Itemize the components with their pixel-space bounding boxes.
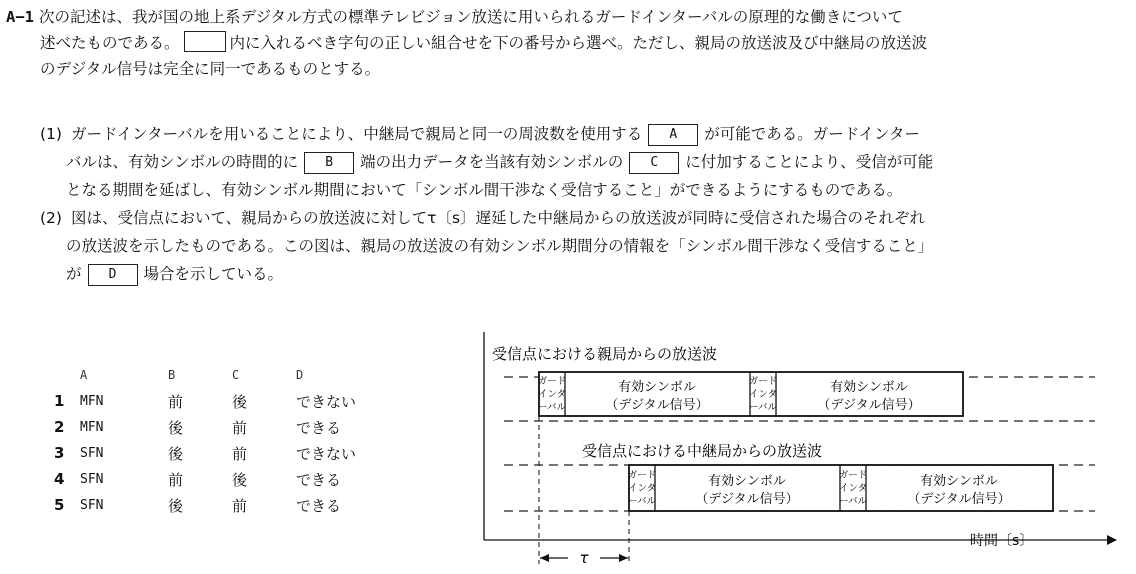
blank-box (184, 31, 226, 52)
box-c: C (629, 152, 679, 174)
effective-symbol-label: 有効シンボル（デジタル信号） (605, 380, 709, 413)
guard-interval-label: ガードインターバル (537, 376, 567, 413)
choices-header-b: B (168, 368, 176, 382)
question-number: A−1 (6, 8, 34, 26)
guard-interval-label: ガードインターバル (838, 470, 868, 507)
choice-d: できない (296, 392, 357, 411)
choice-c: 後 (232, 392, 248, 411)
statement-1-text-4: 端の出力データを当該有効シンボルの (360, 153, 624, 171)
time-axis-arrowhead (1107, 535, 1117, 545)
box-d: D (88, 264, 138, 286)
tau-arrowhead-right (619, 554, 628, 562)
guard-interval-label: ガードインターバル (627, 470, 657, 507)
choice-row[interactable] (54, 492, 416, 518)
choice-b: 後 (168, 496, 184, 515)
choice-row[interactable] (54, 440, 416, 466)
choice-row[interactable] (54, 466, 416, 492)
choices-header-d: D (296, 368, 304, 382)
choice-a: SFN (80, 497, 104, 513)
choice-c: 前 (232, 444, 248, 463)
statement-1-text-3: バルは、有効シンボルの時間的に (66, 153, 299, 171)
statement-2-text-2: の放送波を示したものである。この図は、親局の放送波の有効シンボル期間分の情報を「シンボル間干渉なく受信すること」 (66, 237, 934, 255)
broadcast-timing-figure (480, 330, 1120, 570)
statement-1-text-5: に付加することにより、受信が可能 (685, 153, 934, 171)
choices-header-c: C (232, 368, 240, 382)
choice-c: 前 (232, 496, 248, 515)
effective-symbol-label: 有効シンボル（デジタル信号） (817, 380, 921, 413)
statement-2-text-4: 場合を示している。 (143, 265, 284, 283)
choices-header-a: A (80, 368, 88, 382)
effective-symbol-label: 有効シンボル（デジタル信号） (695, 474, 799, 507)
statement-1-label: (1) (40, 125, 62, 143)
statement-1-text-1: ガードインターバルを用いることにより、中継局で親局と同一の周波数を使用する (70, 125, 643, 143)
question-text (6, 4, 1130, 82)
guard-interval-label: ガードインターバル (748, 376, 778, 413)
statement-2-text-1: 図は、受信点において、親局からの放送波に対してτ〔s〕遅延した中継局からの放送波が同時に受信された場合のそれぞれ (70, 209, 926, 227)
question-intro-line-2b: 内に入れるべき字句の正しい組合せを下の番号から選べ。ただし、親局の放送波及び中継局の放送波 (229, 34, 928, 52)
choice-d: できる (296, 418, 342, 437)
choice-number: 1 (54, 392, 65, 410)
choice-a: SFN (80, 445, 104, 461)
choice-d: できない (296, 444, 357, 463)
choice-number: 5 (54, 496, 65, 514)
choice-number: 4 (54, 470, 65, 488)
choice-a: MFN (80, 419, 104, 435)
choices-header-blank (54, 362, 80, 388)
question-intro-line-1: 次の記述は、我が国の地上系デジタル方式の標準テレビジョン放送に用いられるガードインターバルの原理的な働きについて (38, 8, 903, 26)
choice-b: 後 (168, 444, 184, 463)
tau-label: τ (579, 549, 589, 567)
statement-2 (40, 204, 1130, 288)
choice-row[interactable] (54, 388, 416, 414)
statement-2-label: (2) (40, 209, 62, 227)
statement-1-text-6: となる期間を延ばし、有効シンボル期間において「シンボル間干渉なく受信すること」ができるようにするものである。 (66, 181, 903, 199)
choice-b: 前 (168, 470, 184, 489)
choice-row[interactable] (54, 414, 416, 440)
question-intro-line-3: のデジタル信号は完全に同一であるものとする。 (40, 60, 381, 78)
choices-header-row (54, 362, 416, 388)
box-b: B (304, 152, 354, 174)
choice-number: 3 (54, 444, 65, 462)
time-axis-label: 時間〔s〕 (970, 533, 1034, 549)
choice-c: 前 (232, 418, 248, 437)
tau-arrowhead-left (540, 554, 549, 562)
effective-symbol-label: 有効シンボル（デジタル信号） (907, 474, 1011, 507)
choice-b: 後 (168, 418, 184, 437)
statement-1-text-2: が可能である。ガードインター (704, 125, 920, 143)
choice-a: MFN (80, 393, 104, 409)
choice-a: SFN (80, 471, 104, 487)
parent-wave-label: 受信点における親局からの放送波 (492, 345, 718, 363)
statement-items (40, 120, 1130, 288)
choice-b: 前 (168, 392, 184, 411)
statement-1 (40, 120, 1130, 204)
question-intro-line-2a: 述べたものである。 (40, 34, 180, 52)
relay-wave-label: 受信点における中継局からの放送波 (582, 442, 823, 460)
choice-c: 後 (232, 470, 248, 489)
choice-d: できる (296, 496, 342, 515)
box-a: A (648, 124, 698, 146)
statement-2-text-3: が (66, 265, 82, 283)
choice-d: できる (296, 470, 342, 489)
choice-number: 2 (54, 418, 65, 436)
answer-choices-table (54, 362, 416, 518)
